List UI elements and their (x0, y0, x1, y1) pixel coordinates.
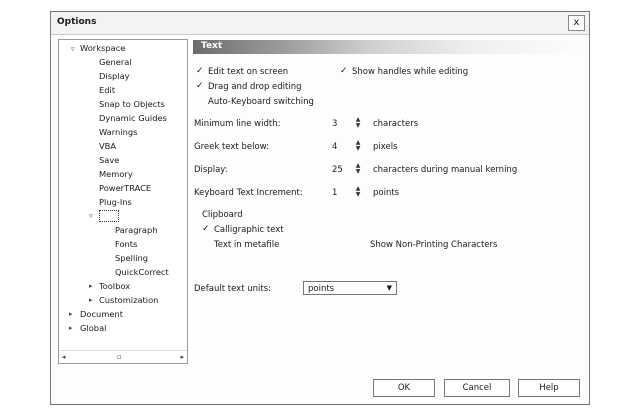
min-line-width-unit: characters (373, 119, 419, 129)
metafile-checkbox[interactable] (202, 240, 211, 249)
default-units-select[interactable] (303, 281, 397, 295)
keyboard-increment-label: Keyboard Text Increment: (194, 188, 303, 198)
dropdown-arrow-icon[interactable]: ▼ (386, 284, 392, 292)
greek-text-label: Greek text below: (194, 142, 269, 152)
auto-keyboard-checkbox[interactable] (196, 97, 205, 106)
tree-item-text-selected[interactable] (99, 210, 119, 222)
tree-item-snap[interactable]: Snap to Objects (99, 99, 165, 109)
display-label: Display: (194, 165, 228, 175)
keyboard-increment-unit: points (373, 188, 400, 198)
help-button[interactable]: Help (518, 379, 580, 397)
auto-keyboard-label: Auto-Keyboard switching (208, 97, 314, 107)
tree-item-customization[interactable]: Customization (99, 295, 159, 305)
tree-item-document[interactable]: Document (80, 309, 123, 319)
non-printing-label: Show Non-Printing Characters (370, 240, 498, 250)
tree-item-global[interactable]: Global (80, 323, 107, 333)
edit-on-screen-checkbox[interactable]: ✓ (196, 66, 204, 76)
tree-item-warnings[interactable]: Warnings (99, 127, 138, 137)
min-line-width-input[interactable]: 3 (332, 119, 338, 129)
calligraphic-checkbox[interactable]: ✓ (202, 224, 210, 234)
tree-item-vba[interactable]: VBA (99, 141, 117, 151)
ok-button[interactable]: OK (373, 379, 435, 397)
options-tree (58, 39, 188, 364)
calligraphic-label: Calligraphic text (214, 225, 284, 235)
dialog-title: Options (57, 17, 97, 27)
edit-on-screen-label: Edit text on screen (208, 67, 289, 77)
tree-item-general[interactable]: General (99, 57, 132, 67)
scroll-left-icon[interactable]: ◂ (62, 353, 66, 361)
tree-horizontal-scrollbar[interactable] (59, 350, 187, 363)
close-button[interactable]: x (568, 15, 585, 31)
default-units-value: points (308, 284, 335, 294)
non-printing-checkbox[interactable] (360, 240, 369, 249)
options-dialog (50, 11, 590, 405)
tree-item-quickcorrect[interactable]: QuickCorrect (115, 267, 169, 277)
tree-item-powertrace[interactable]: PowerTRACE (99, 183, 152, 193)
drag-drop-checkbox[interactable]: ✓ (196, 81, 204, 91)
tree-item-workspace[interactable]: Workspace (80, 43, 126, 53)
greek-text-input[interactable]: 4 (332, 142, 338, 152)
tree-item-memory[interactable]: Memory (99, 169, 133, 179)
spin-down-icon[interactable]: ▼ (355, 168, 361, 175)
tree-item-toolbox[interactable]: Toolbox (99, 281, 131, 291)
drag-drop-label: Drag and drop editing (208, 82, 302, 92)
expand-icon[interactable]: ▿ (89, 212, 93, 220)
tree-item-display[interactable]: Display (99, 71, 130, 81)
collapse-icon[interactable]: ▸ (69, 324, 73, 332)
section-title: Text (201, 41, 223, 51)
keyboard-increment-spinner[interactable] (354, 186, 362, 198)
tree-item-spelling[interactable]: Spelling (115, 253, 149, 263)
title-bar (51, 12, 589, 35)
tree-item-dynamic-guides[interactable]: Dynamic Guides (99, 113, 167, 123)
greek-text-unit: pixels (373, 142, 398, 152)
cancel-button[interactable]: Cancel (444, 379, 510, 397)
tree-item-save[interactable]: Save (99, 155, 120, 165)
spin-up-icon[interactable]: ▲ (355, 162, 361, 169)
clipboard-heading: Clipboard (202, 210, 243, 220)
section-banner (193, 40, 585, 54)
metafile-label: Text in metafile (214, 240, 280, 250)
collapse-icon[interactable]: ▸ (89, 282, 93, 290)
spin-up-icon[interactable]: ▲ (355, 185, 361, 192)
display-unit: characters during manual kerning (373, 165, 518, 175)
scroll-right-icon[interactable]: ▸ (180, 353, 184, 361)
keyboard-increment-input[interactable]: 1 (332, 188, 338, 198)
spin-up-icon[interactable]: ▲ (355, 116, 361, 123)
expand-icon[interactable]: ▿ (71, 45, 75, 53)
display-input[interactable]: 25 (332, 165, 343, 175)
tree-item-edit[interactable]: Edit (99, 85, 116, 95)
spin-down-icon[interactable]: ▼ (355, 122, 361, 129)
collapse-icon[interactable]: ▸ (89, 296, 93, 304)
tree-item-plugins[interactable]: Plug-Ins (99, 197, 132, 207)
spin-down-icon[interactable]: ▼ (355, 145, 361, 152)
min-line-width-spinner[interactable] (354, 117, 362, 129)
show-handles-checkbox[interactable]: ✓ (340, 66, 348, 76)
collapse-icon[interactable]: ▸ (69, 310, 73, 318)
spin-down-icon[interactable]: ▼ (355, 191, 361, 198)
min-line-width-label: Minimum line width: (194, 119, 281, 129)
tree-item-paragraph[interactable]: Paragraph (115, 225, 158, 235)
greek-text-spinner[interactable] (354, 140, 362, 152)
display-spinner[interactable] (354, 163, 362, 175)
show-handles-label: Show handles while editing (352, 67, 469, 77)
tree-item-fonts[interactable]: Fonts (115, 239, 138, 249)
spin-up-icon[interactable]: ▲ (355, 139, 361, 146)
scroll-thumb-icon[interactable]: ▫ (117, 353, 122, 361)
default-units-label: Default text units: (194, 284, 271, 294)
